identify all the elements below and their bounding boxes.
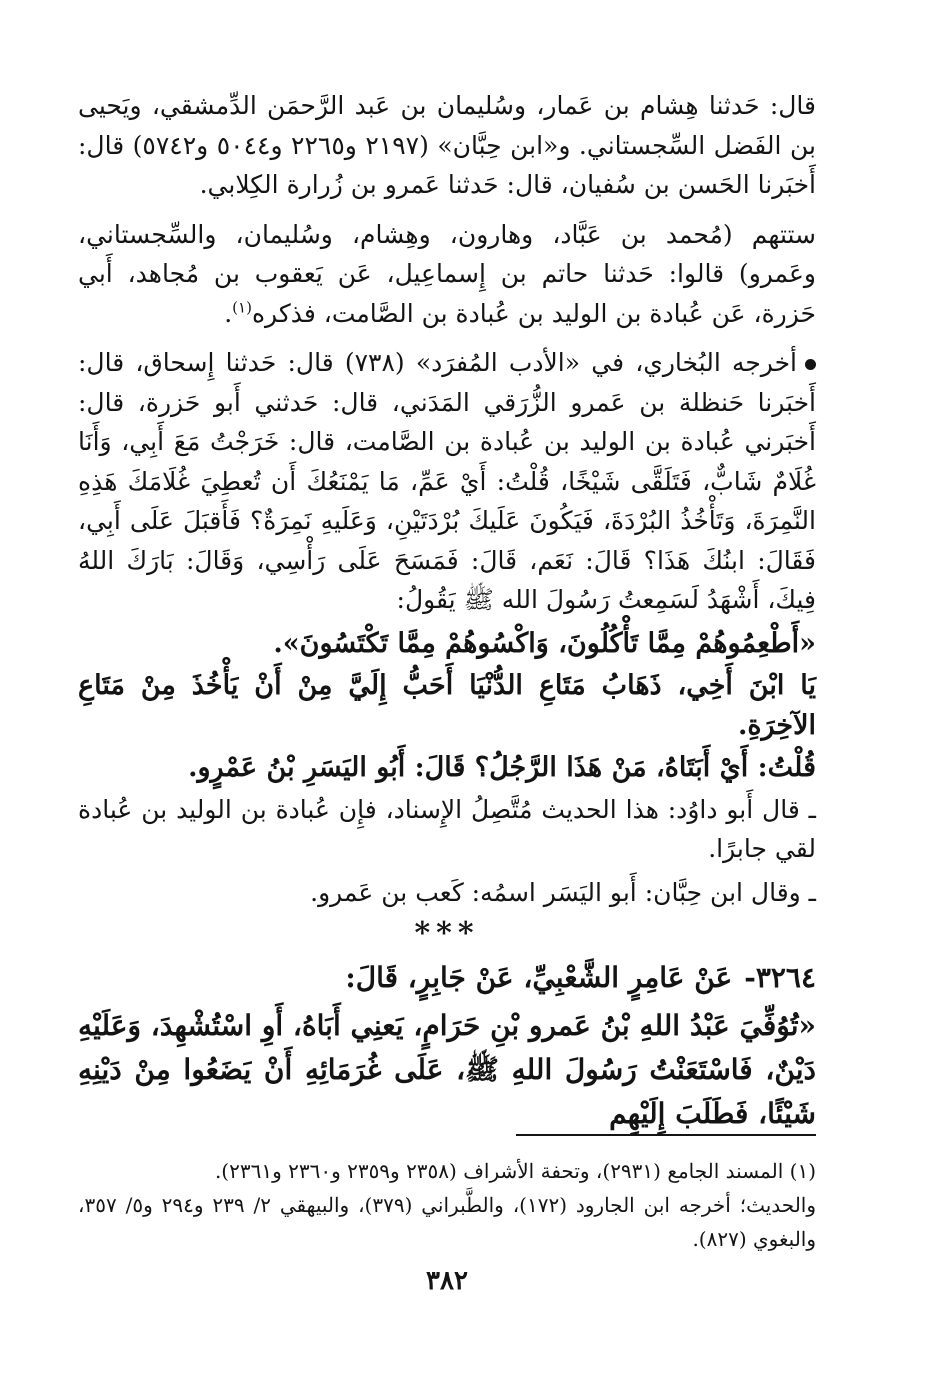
hadith-number: ٣٢٦٤- — [744, 961, 816, 994]
book-page — [78, 86, 816, 1341]
isnad-text: قال: حَدثنا هِشام بن عَمار، وسُليمان بن عَبد الرَّحمَن الدِّمشقي، ويَحيى بن الفَضل السِّجستاني. و«ابن حِبَّان» (٢١٩٧ و٢٢٦٥ و٥٠٤٤ و٥٧٤٢) قال: أَخبَرنا الحَسن بن سُفيان، قال: حَدثنا عَمرو بن زُرارة الكِلابي. — [78, 91, 816, 199]
footnotes — [78, 1154, 816, 1256]
ibn-hibban-note — [78, 873, 816, 913]
question-line — [78, 748, 816, 788]
takhrij-text: أخرجه البُخاري، في «الأدب المُفرَد» (٧٣٨) قال: حَدثنا إِسحاق، قال: أَخبَرنا حَنظلة بن عَمرو الزُّرَقي المَدَني، قال: حَدثني أَبو حَزرة، قال: أَخبَرني عُبادة بن الوليد بن عُبادة بن الصَّامت، قال: خَرَجْتُ مَعَ أَبِي، وَأَنَا غُلَامٌ شَابٌّ، فَتَلَقَّى شَيْخًا، قُلْتُ: أَيْ عَمِّ، مَا يَمْنَعُكَ أَن تُعطِيَ غُلَامَكَ هَذِهِ النَّمِرَةَ، وَتَأْخُذُ البُرْدَةَ، فَيَكُونَ عَلَيكَ بُرْدَتَيْنِ، وَعَلَيهِ نَمِرَةٌ؟ فَأَقبَلَ عَلَى أَبِي، فَقَالَ: ابنُكَ هَذَا؟ قَالَ: نَعَم، قَالَ: فَمَسَحَ عَلَى رَأْسِي، وَقَالَ: بَارَكَ اللهُ فِيكَ، أَشْهَدُ لَسَمِعتُ رَسُولَ الله ﷺ يَقُولُ: — [78, 348, 816, 614]
bullet-icon — [805, 359, 816, 370]
footnote-divider — [516, 1134, 816, 1136]
page-number: ٣٨٢ — [426, 1266, 468, 1296]
hadith-body-text: «تُوُفِّيَ عَبْدُ اللهِ بْنُ عَمرو بْنِ حَرَامٍ، يَعنِي أَبَاهُ، أَوِ اسْتُشْهِدَ، وَعَلَيْهِ دَيْنٌ، فَاسْتَعَنْتُ رَسُولَ اللهِ ﷺ، عَلَى غُرَمَائِهِ أَنْ يَضَعُوا مِنْ دَيْنِهِ شَيْئًا، فَطَلَبَ إِلَيْهِم — [78, 1009, 816, 1130]
hadith-heading — [78, 956, 816, 1000]
abu-dawud-note — [78, 790, 816, 869]
footnote-item: (١) المسند الجامع (٢٩٣١)، وتحفة الأشراف (٢٣٥٨ و٢٣٥٩ و٢٣٦٠ و٢٣٦١). — [214, 1159, 816, 1183]
footnote-item: والحديث؛ أخرجه ابن الجارود (١٧٢)، والطَّبراني (٣٧٩)، والبيهقي ٢/ ٢٣٩ و٢٩٤ و٥/ ٣٥٧، والبغوي (٨٢٧). — [78, 1193, 817, 1251]
isnad-summary-paragraph: ستتهم (مُحمد بن عَبَّاد، وهارون، وهِشام، وسُليمان، والسِّجستاني، وعَمرو) قالوا: حَدثنا حاتم بن إِسماعِيل، عَن يَعقوب بن مُجاهد، أَبي حَزرة، عَن عُبادة بن الوليد بن عُبادة بن الصَّامت، فذكره$^{(١)}$. — [78, 219, 816, 328]
ibn-hibban-text: ـ وقال ابن حِبَّان: أَبو اليَسَر اسمُه: كَعب بن عَمرو. — [310, 877, 816, 907]
takhrij-paragraph — [78, 343, 816, 620]
isnad-paragraph — [78, 86, 816, 205]
hadith-heading-text: عَنْ عَامِرٍ الشَّعْبِيِّ، عَنْ جَابِرٍ، قَالَ: — [345, 961, 733, 994]
prophetic-quote — [78, 624, 816, 664]
abu-dawud-text: ـ قال أَبو داوُد: هذا الحديث مُتَّصِلُ الإِسناد، فإِن عُبادة بن الوليد بن عُبادة لقي جابرًا. — [78, 794, 816, 863]
section-separator: *** — [414, 916, 480, 951]
prophetic-quote-text: «أَطْعِمُوهُمْ مِمَّا تَأْكُلُونَ، وَاكْسُوهُمْ مِمَّا تَكْتَسُونَ». — [273, 627, 816, 659]
main-text — [78, 86, 816, 1136]
question-text: قُلْتُ: أَيْ أَبَتَاهُ، مَنْ هَذَا الرَّجُلُ؟ قَالَ: أَبُو اليَسَرِ بْنُ عَمْرٍو. — [188, 751, 816, 783]
continuation-line — [78, 666, 816, 746]
isnad-summary-text: ستتهم (مُحمد بن عَبَّاد، وهارون، وهِشام، وسُليمان، والسِّجستاني، وعَمرو) قالوا: حَدثنا حاتم بن إِسماعِيل، عَن يَعقوب بن مُجاهد، أَبي حَزرة، عَن عُبادة بن الوليد بن عُبادة بن الصَّامت، فذكره — [78, 219, 816, 328]
hadith-body — [78, 1004, 816, 1136]
continuation-text: يَا ابْنَ أَخِي، ذَهَابُ مَتَاعِ الدُّنْيَا أَحَبُّ إِلَيَّ مِنْ أَنْ يَأْخُذَ مِنْ مَتَاعِ الآخِرَةِ. — [78, 669, 816, 741]
footnote-reference[interactable]: (١) — [232, 298, 252, 317]
